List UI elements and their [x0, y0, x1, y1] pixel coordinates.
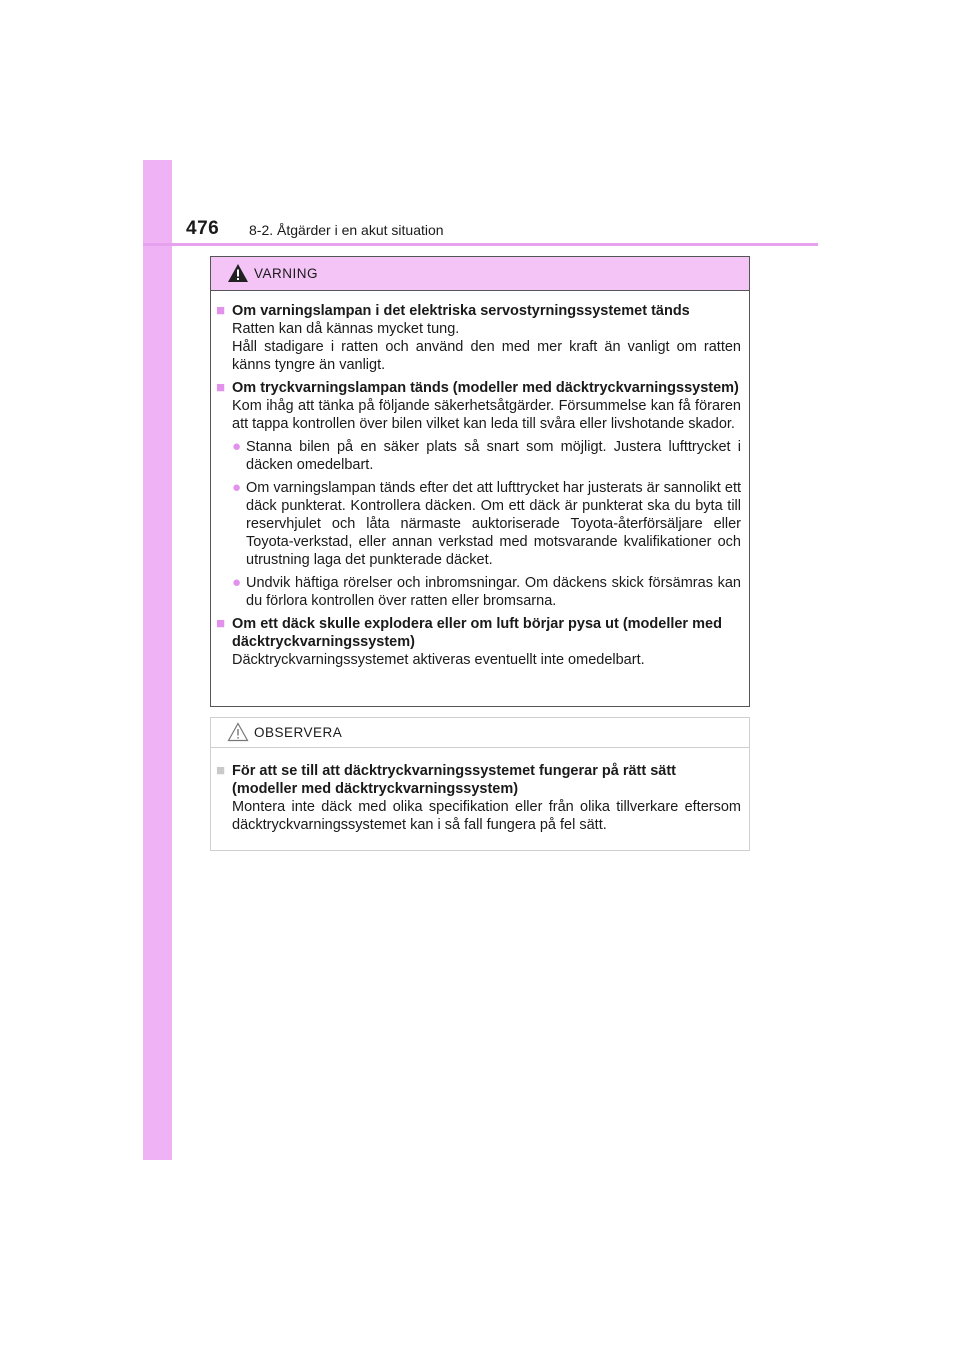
- notice-paragraph: Montera inte däck med olika specifikation eller från olika tillverkare eftersom däcktryckvarningssystemet kan i så fall fungera på fel sätt.: [232, 799, 741, 833]
- notice-content: [211, 748, 749, 834]
- dot-bullet-icon: ●: [232, 479, 242, 496]
- header-rule: [143, 243, 818, 246]
- warning-item-heading: ■ Om varningslampan i det elektriska servostyrningssystemet tänds: [216, 302, 690, 319]
- warning-paragraph: Ratten kan då kännas mycket tung. Håll stadigare i ratten och använd den med mer kraft än vanligt om ratten känns tyngre än vanligt.: [232, 321, 741, 373]
- warning-label: VARNING: [254, 266, 319, 281]
- dot-bullet-icon: ●: [232, 438, 242, 455]
- dot-bullet-icon: ●: [232, 574, 242, 591]
- square-bullet-icon: ■: [216, 762, 226, 779]
- section-title: 8-2. Åtgärder i en akut situation: [249, 222, 444, 238]
- warning-paragraph: Däcktryckvarningssystemet aktiveras eventuellt inte omedelbart.: [232, 652, 645, 668]
- warning-header: [211, 257, 749, 291]
- notice-item-heading: ■ För att se till att däcktryckvarningssystemet fungerar på rätt sätt (modeller med däcktryckvarningssystem): [216, 762, 677, 797]
- notice-header: [211, 718, 749, 748]
- list-item: ● Undvik häftiga rörelser och inbromsningar. Om däckens skick försämras kan du förlora kontrollen över ratten eller bromsarna.: [232, 574, 741, 609]
- list-item: ● Om varningslampan tänds efter det att lufttrycket har justerats är sannolikt ett däck punkterat. Kontrollera däcken. Om ett däck är punkterat ska du byta till reservhjulet och låta närmaste auktoriserade Toyota-återförsäljare eller Toyota-verkstad, eller annan verkstad med motsvarande kvalifikationer och utrustning laga det punkterade däcket.: [232, 479, 741, 568]
- warning-triangle-icon: [227, 263, 249, 283]
- notice-label: OBSERVERA: [254, 725, 343, 740]
- side-tab-strip: [143, 160, 172, 1160]
- square-bullet-icon: ■: [216, 379, 226, 396]
- page-number: 476: [186, 218, 220, 239]
- warning-item-heading: ■ Om ett däck skulle explodera eller om luft börjar pysa ut (modeller med däcktryckvarningssystem): [216, 615, 722, 650]
- notice-box: [210, 717, 750, 851]
- square-bullet-icon: ■: [216, 615, 226, 632]
- caution-triangle-outline-icon: [227, 722, 249, 742]
- warning-content: [211, 291, 749, 669]
- warning-box: [210, 256, 750, 707]
- square-bullet-icon: ■: [216, 302, 226, 319]
- warning-item-heading: ■ Om tryckvarningslampan tänds (modeller med däcktryckvarningssystem): [216, 379, 739, 396]
- warning-paragraph: Kom ihåg att tänka på följande säkerhetsåtgärder. Försummelse kan få föraren att tappa kontrollen över bilen vilket kan leda till svåra eller livshotande skador.: [232, 398, 741, 432]
- list-item: ● Stanna bilen på en säker plats så snart som möjligt. Justera lufttrycket i däcken omedelbart.: [232, 438, 741, 473]
